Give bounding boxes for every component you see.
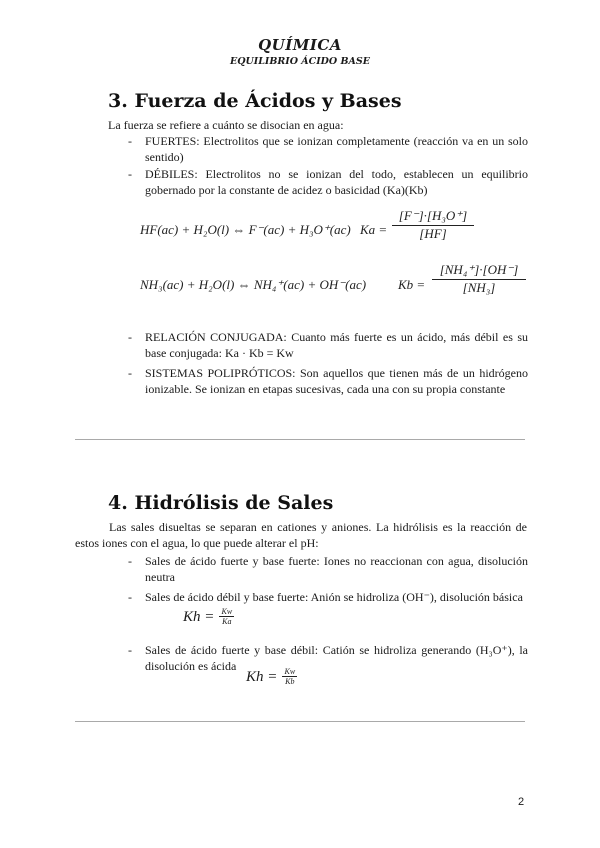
bullet-text: Sales de ácido fuerte y base débil: Catión se hidroliza generando (H₃O⁺), la disolución es ácida [145,643,528,673]
list-item [128,553,528,587]
kh-denominator: Kb [285,677,295,686]
list-item [128,642,528,676]
kh-denominator: Ka [222,617,232,626]
list-item [128,365,528,415]
list-item [128,329,528,363]
list-item [128,166,528,200]
kb-denominator: [NH₃] [462,280,496,295]
header-subject: QUÍMICA [258,36,342,54]
bullet-dash: - [128,590,132,604]
kh-formula-acidic [246,666,297,686]
bullet-text: FUERTES: Electrolitos que se ionizan completamente (reacción va en un solo sentido) [145,134,528,164]
ka-label: Ka = [360,222,388,237]
list-item [128,133,528,167]
section-4-title: 4. Hidrólisis de Sales [108,492,334,514]
bullet-dash: - [128,643,132,657]
kh-numerator: Kw [284,667,296,676]
bullet-dash: - [128,134,132,148]
header-topic: EQUILIBRIO ÁCIDO BASE [229,56,371,67]
section-divider [75,439,525,440]
section-divider [75,721,525,722]
bullet-text: RELACIÓN CONJUGADA: Cuanto más fuerte es un ácido, más débil es su base conjugada: Ka · Kb = Kw [145,330,528,360]
ka-denominator: [HF] [419,226,447,241]
kh-fraction [219,607,234,626]
bullet-text: SISTEMAS POLIPRÓTICOS: Son aquellos que tienen más de un hidrógeno ionizable. Se ionizan en etapas sucesivas, cada una con su propia constante [145,366,528,396]
section-3-intro: La fuerza se refiere a cuánto se disocian en agua: [108,118,344,132]
kb-label: Kb = [398,277,426,292]
kh-label: Kh = [246,669,278,685]
bullet-dash: - [128,554,132,568]
bullet-text: Sales de ácido débil y base fuerte: Anión se hidroliza (OH⁻), disolución básica [145,590,523,604]
kb-fraction [432,262,526,296]
page-number: 2 [518,796,525,808]
bullet-dash: - [128,366,132,380]
section-4-intro: Las sales disueltas se separan en cationes y aniones. La hidrólisis es la reacción de estos iones con el agua, lo que puede alterar el pH: [75,520,527,550]
kh-formula-basic [183,606,234,626]
kh-numerator: Kw [221,607,233,616]
kb-numerator: [NH₄⁺]·[OH⁻] [432,262,526,280]
bullet-dash: - [128,330,132,344]
kh-label: Kh = [183,609,215,625]
bullet-dash: - [128,167,132,181]
section-3-title: 3. Fuerza de Ácidos y Bases [108,90,402,112]
equation-nh3: NH₃(ac) + H₂O(l) ⇔ NH₄⁺(ac) + OH⁻(ac) [140,277,367,292]
ka-fraction [392,208,474,242]
bullet-text: Sales de ácido fuerte y base fuerte: Iones no reaccionan con agua, disolución neutra [145,554,528,584]
kh-fraction [282,667,297,686]
equation-hf: HF(ac) + H₂O(l) ⇔ F⁻(ac) + H₃O⁺(ac) [140,222,351,237]
ka-numerator: [F⁻]·[H₃O⁺] [392,208,474,226]
bullet-text: DÉBILES: Electrolitos no se ionizan del todo, establecen un equilibrio gobernado por la constante de acidez o basicidad (Ka)(Kb) [145,167,528,197]
